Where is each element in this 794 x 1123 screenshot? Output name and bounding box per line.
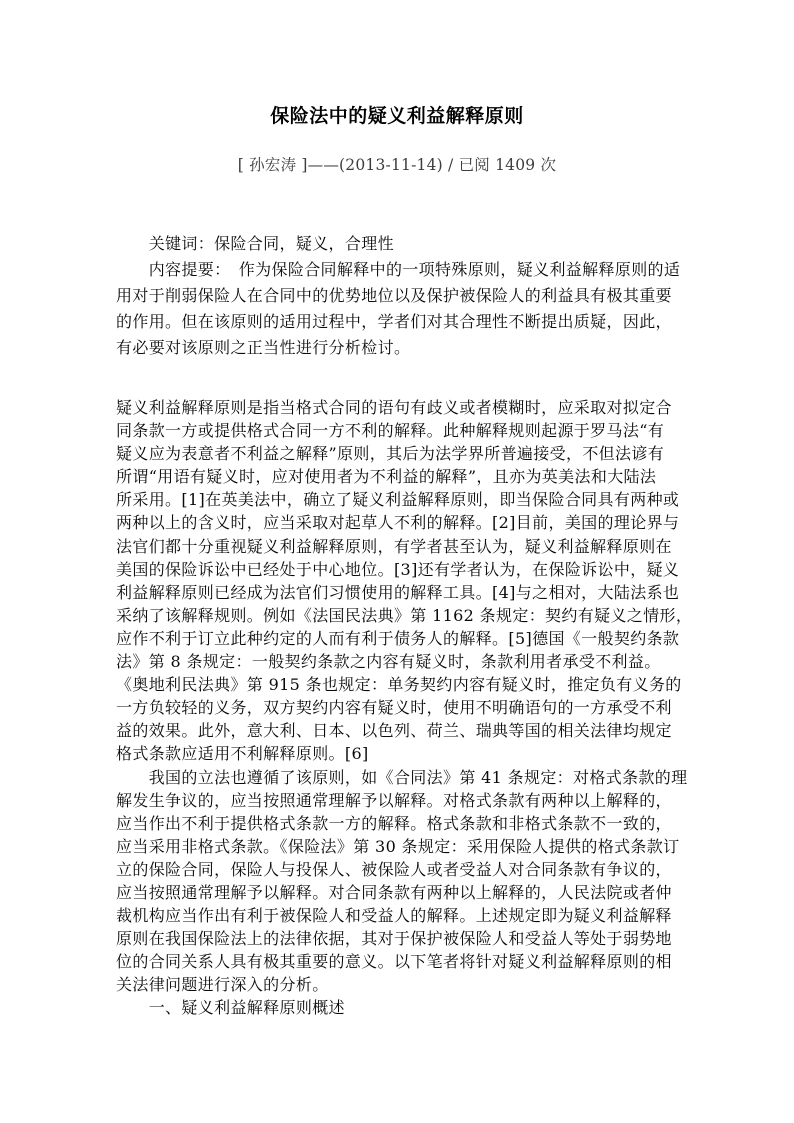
abstract-block <box>116 231 716 361</box>
body-line: 所采用。[1]在英美法中，确立了疑义利益解释原则，即当保险合同具有两种或 <box>116 490 680 510</box>
body-line: 《奥地利民法典》第 915 条也规定：单务契约内容有疑义时，推定负有义务的 <box>116 675 682 695</box>
body-line: 两种以上的含义时，应当采取对起草人不利的解释。[2]目前，美国的理论界与 <box>116 513 680 533</box>
body-line: 应作不利于订立此种约定的人而有利于债务人的解释。[5]德国《一般契约条款 <box>116 628 680 648</box>
body-line: 原则在我国保险法上的法律依据，其对于保护被保险人和受益人等处于弱势地 <box>116 929 672 949</box>
page-title: 保险法中的疑义利益解释原则 <box>270 105 524 127</box>
body-line: 益的效果。此外，意大利、日本、以色列、荷兰、瑞典等国的相关法律均规定 <box>116 721 672 741</box>
body-line: 我国的立法也遵循了该原则，如《合同法》第 41 条规定：对格式条款的理 <box>116 767 688 787</box>
body-line: 一方负较轻的义务，双方契约内容有疑义时，使用不明确语句的一方承受不利 <box>116 698 672 718</box>
body-line: 美国的保险诉讼中已经处于中心地位。[3]还有学者认为，在保险诉讼中，疑义 <box>116 559 680 579</box>
body-line: 所谓“用语有疑义时，应对使用者为不利益的解释”，且亦为英美法和大陆法 <box>116 467 657 487</box>
body-line: 法官们都十分重视疑义利益解释原则，有学者甚至认为，疑义利益解释原则在 <box>116 536 672 556</box>
body-line: 应当作出不利于提供格式条款一方的解释。格式条款和非格式条款不一致的， <box>116 813 672 833</box>
abstract-line: 的作用。但在该原则的适用过程中，学者们对其合理性不断提出质疑，因此， <box>116 312 672 331</box>
abstract-line: 内容提要： 作为保险合同解释中的一项特殊原则，疑义利益解释原则的适 <box>116 260 681 279</box>
body-line: 应当采用非格式条款。《保险法》第 30 条规定：采用保险人提供的格式条款订 <box>116 836 680 856</box>
body-line: 疑义利益解释原则是指当格式合同的语句有歧义或者模糊时，应采取对拟定合 <box>116 398 672 417</box>
section-heading-line: 一、疑义利益解释原则概述 <box>116 998 345 1018</box>
body-line: 利益解释原则已经成为法官们习惯使用的解释工具。[4]与之相对，大陆法系也 <box>116 582 680 602</box>
body-text-block <box>116 396 716 1020</box>
body-line: 解发生争议的，应当按照通常理解予以解释。对格式条款有两种以上解释的， <box>116 790 672 810</box>
body-line: 位的合同关系人具有极其重要的意义。以下笔者将针对疑义利益解释原则的相 <box>116 952 672 972</box>
keywords-line: 关键词：保险合同，疑义，合理性 <box>116 234 394 253</box>
body-line: 法》第 8 条规定：一般契约条款之内容有疑义时，条款利用者承受不利益。 <box>116 652 661 672</box>
byline: [ 孙宏涛 ]——(2013-11-14) / 已阅 1409 次 <box>237 156 557 174</box>
body-line: 格式条款应适用不利解释原则。[6] <box>116 744 369 764</box>
body-line: 采纳了该解释规则。例如《法国民法典》第 1162 条规定：契约有疑义之情形， <box>116 605 693 625</box>
abstract-line: 用对于削弱保险人在合同中的优势地位以及保护被保险人的利益具有极其重要 <box>116 286 672 305</box>
abstract-line: 有必要对该原则之正当性进行分析检讨。 <box>116 338 411 357</box>
body-line: 疑义应为表意者不利益之解释”原则，其后为法学界所普遍接受，不但法谚有 <box>116 444 665 464</box>
body-line: 同条款一方或提供格式合同一方不利的解释。此种解释规则起源于罗马法“有 <box>116 421 665 441</box>
body-line: 应当按照通常理解予以解释。对合同条款有两种以上解释的，人民法院或者仲 <box>116 882 672 902</box>
body-line: 裁机构应当作出有利于被保险人和受益人的解释。上述规定即为疑义利益解释 <box>116 906 672 926</box>
body-line: 立的保险合同，保险人与投保人、被保险人或者受益人对合同条款有争议的， <box>116 859 672 879</box>
body-line: 关法律问题进行深入的分析。 <box>116 975 329 995</box>
